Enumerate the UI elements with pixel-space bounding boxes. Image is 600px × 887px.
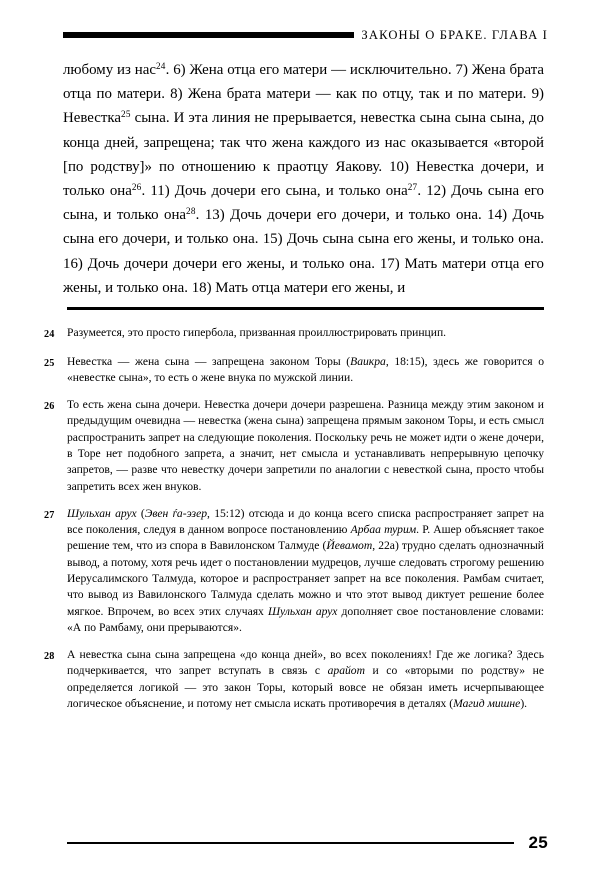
footnote-number: 27: [44, 509, 55, 521]
footnote-list: [44, 325, 544, 712]
footnote-item: [44, 325, 544, 343]
footnote-item: [44, 506, 544, 637]
footnote-item: [44, 354, 544, 387]
running-head: [63, 24, 548, 46]
footnote-text: Шульхан арух (Эвен ѓа-эзер, 15:12) отсюда и до конца всего списка распространяет запрет на все поколения, следуя в данном вопросе постановлению Арбаа турим. Р. Ашер объясняет такое решение тем, что из спора в Вавилонском Талмуде (Йевамот, 22а) трудно сделать однозначный вывод, а потому, хотя речь идет о постановлении мудрецов, лучше следовать строгому решению Иерусалимского Талмуда, которое и распространяет запрет на все поколения. Рамбам считает, что вывод из Вавилонского Талмуда сделать можно и что этот вывод диктует решение более мягкое. Впрочем, во всех этих случаях Шульхан арух дополняет свое постановление словами: «А по Рамбаму, они прерываются».: [67, 506, 545, 634]
footnote-number: 25: [44, 357, 55, 369]
body-paragraph: любому из нас$^{24}$. 6) Жена отца его матери — исключительно. 7) Жена брата отца по матери. 8) Жена брата матери — как по отцу, так и по матери. 9) Невестка$^{25}$ сына. И эта линия не прерывается, невестка сына сына сына, до конца дней, запрещена; так что жена каждого из нас оказывается «второй [по родству]» по отношению к праотцу Яакову. 10) Невестка дочери, и только она$^{26}$. 11) Дочь дочери его сына, и только она$^{27}$. 12) Дочь сына его сына, и только она$^{28}$. 13) Дочь дочери его дочери, и только она. 14) Дочь сына его дочери, и только она. 15) Дочь сына сына его жены, и только она. 16) Дочь дочери дочери его жены, и только она. 17) Мать матери отца его жены, и только она. 18) Мать отца матери его жены, и: [63, 61, 545, 296]
running-head-rule: [63, 32, 354, 38]
footnote-text: Разумеется, это просто гипербола, призванная проиллюстрировать принцип.: [67, 326, 447, 339]
footer-rule: [67, 842, 514, 844]
body-text: [63, 58, 544, 300]
page-footer: [67, 831, 548, 855]
footnote-item: [44, 647, 544, 712]
footnote-text: А невестка сына сына запрещена «до конца дней», во всех поколениях! Где же логика? Здесь подчеркивается, что запрет вступать в связь с арайот и со «вторыми по родству» не определяется логикой — это закон Торы, который вовсе не обязан иметь исчерпывающее логическое объяснение, и потому нет смысла искать противоречия в деталях (Магид мишне).: [67, 647, 544, 710]
footnote-text: То есть жена сына дочери. Невестка дочери дочери разрешена. Разница между этим законом и предыдущим очевидна — невестка (жена сына) запрещена прямым законом Торы, и есть смысл распространить запрет на следующие поколения. Поскольку речь не может идти о жене дочери, в Торе нет подобного запрета, а значит, нет смысла и устанавливать непрерывную цепочку запретов, — разве что невестку дочери запретили по аналогии с невесткой сына, просто чтобы запретить всех жен внуков.: [67, 398, 544, 493]
page-number: 25: [528, 833, 548, 852]
footnote-separator-rule: [67, 307, 544, 310]
footnote-number: 28: [44, 650, 55, 662]
footnote-number: 24: [44, 329, 55, 340]
footnote-number: 26: [44, 401, 55, 413]
running-head-title: ЗАКОНЫ О БРАКЕ. ГЛАВА I: [361, 27, 548, 42]
footnote-text: Невестка — жена сына — запрещена законом Торы (Ваикра, 18:15), здесь же говорится о «невестке сына», то есть о жене внука по мужской линии.: [67, 354, 544, 385]
footnote-item: [44, 397, 544, 495]
